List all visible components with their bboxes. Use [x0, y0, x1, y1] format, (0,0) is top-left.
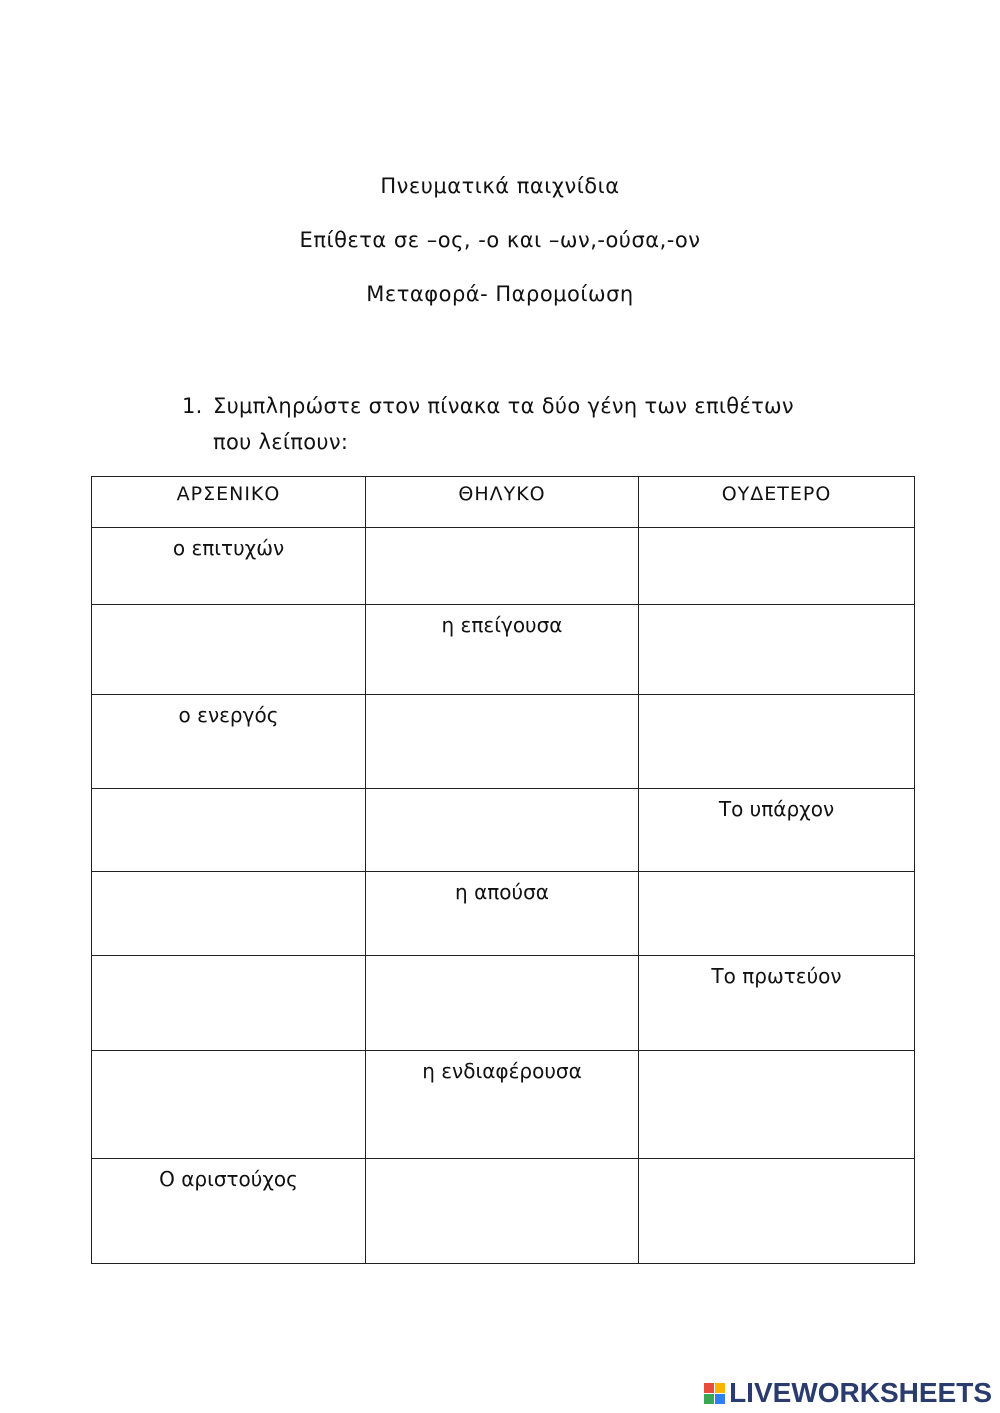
header-neuter: ΟΥΔΕΤΕΡΟ — [639, 477, 915, 528]
cell-feminine: η επείγουσα — [366, 605, 639, 695]
cell-feminine: η απούσα — [366, 872, 639, 956]
cell-neuter[interactable] — [639, 1159, 915, 1264]
cell-feminine: η ενδιαφέρουσα — [366, 1051, 639, 1159]
liveworksheets-logo[interactable] — [704, 1377, 992, 1409]
table-row — [92, 872, 915, 956]
adjective-table — [91, 476, 915, 1264]
logo-square-icon — [704, 1383, 714, 1393]
cell-masculine[interactable] — [92, 956, 366, 1051]
header-masculine: ΑΡΣΕΝΙΚΟ — [92, 477, 366, 528]
exercise-instruction — [182, 388, 902, 460]
worksheet-subtitle: Επίθετα σε –ος, -ο και –ων,-ούσα,-ον — [299, 228, 701, 252]
logo-square-icon — [715, 1383, 725, 1393]
header-feminine: ΘΗΛΥΚΟ — [366, 477, 639, 528]
cell-masculine: ο ενεργός — [92, 695, 366, 789]
worksheet-topic: Μεταφορά- Παρομοίωση — [366, 282, 634, 306]
cell-feminine[interactable] — [366, 695, 639, 789]
cell-neuter[interactable] — [639, 872, 915, 956]
logo-square-icon — [704, 1394, 714, 1404]
table-header-row — [92, 477, 915, 528]
cell-masculine[interactable] — [92, 605, 366, 695]
cell-neuter: Το υπάρχον — [639, 789, 915, 872]
table-row — [92, 1159, 915, 1264]
cell-masculine[interactable] — [92, 789, 366, 872]
table-row — [92, 528, 915, 605]
cell-feminine[interactable] — [366, 789, 639, 872]
cell-masculine[interactable] — [92, 1051, 366, 1159]
cell-neuter[interactable] — [639, 528, 915, 605]
liveworksheets-brand-text: LIVEWORKSHEETS — [729, 1377, 992, 1408]
cell-neuter[interactable] — [639, 1051, 915, 1159]
cell-neuter: Το πρωτεύον — [639, 956, 915, 1051]
liveworksheets-logo-icon — [704, 1383, 725, 1404]
table-row — [92, 956, 915, 1051]
table-row — [92, 695, 915, 789]
worksheet-title: Πνευματικά παιχνίδια — [380, 174, 620, 198]
cell-masculine: ο επιτυχών — [92, 528, 366, 605]
cell-neuter[interactable] — [639, 695, 915, 789]
cell-feminine[interactable] — [366, 528, 639, 605]
logo-square-icon — [715, 1394, 725, 1404]
exercise-line-2: που λείπουν: — [213, 430, 349, 454]
cell-feminine[interactable] — [366, 1159, 639, 1264]
cell-masculine[interactable] — [92, 872, 366, 956]
cell-neuter[interactable] — [639, 605, 915, 695]
table-row — [92, 789, 915, 872]
exercise-line-1: Συμπληρώστε στον πίνακα τα δύο γένη των επιθέτων — [213, 394, 794, 418]
cell-feminine[interactable] — [366, 956, 639, 1051]
table-row — [92, 1051, 915, 1159]
exercise-number: 1. — [182, 394, 203, 418]
table-row — [92, 605, 915, 695]
cell-masculine: Ο αριστούχος — [92, 1159, 366, 1264]
